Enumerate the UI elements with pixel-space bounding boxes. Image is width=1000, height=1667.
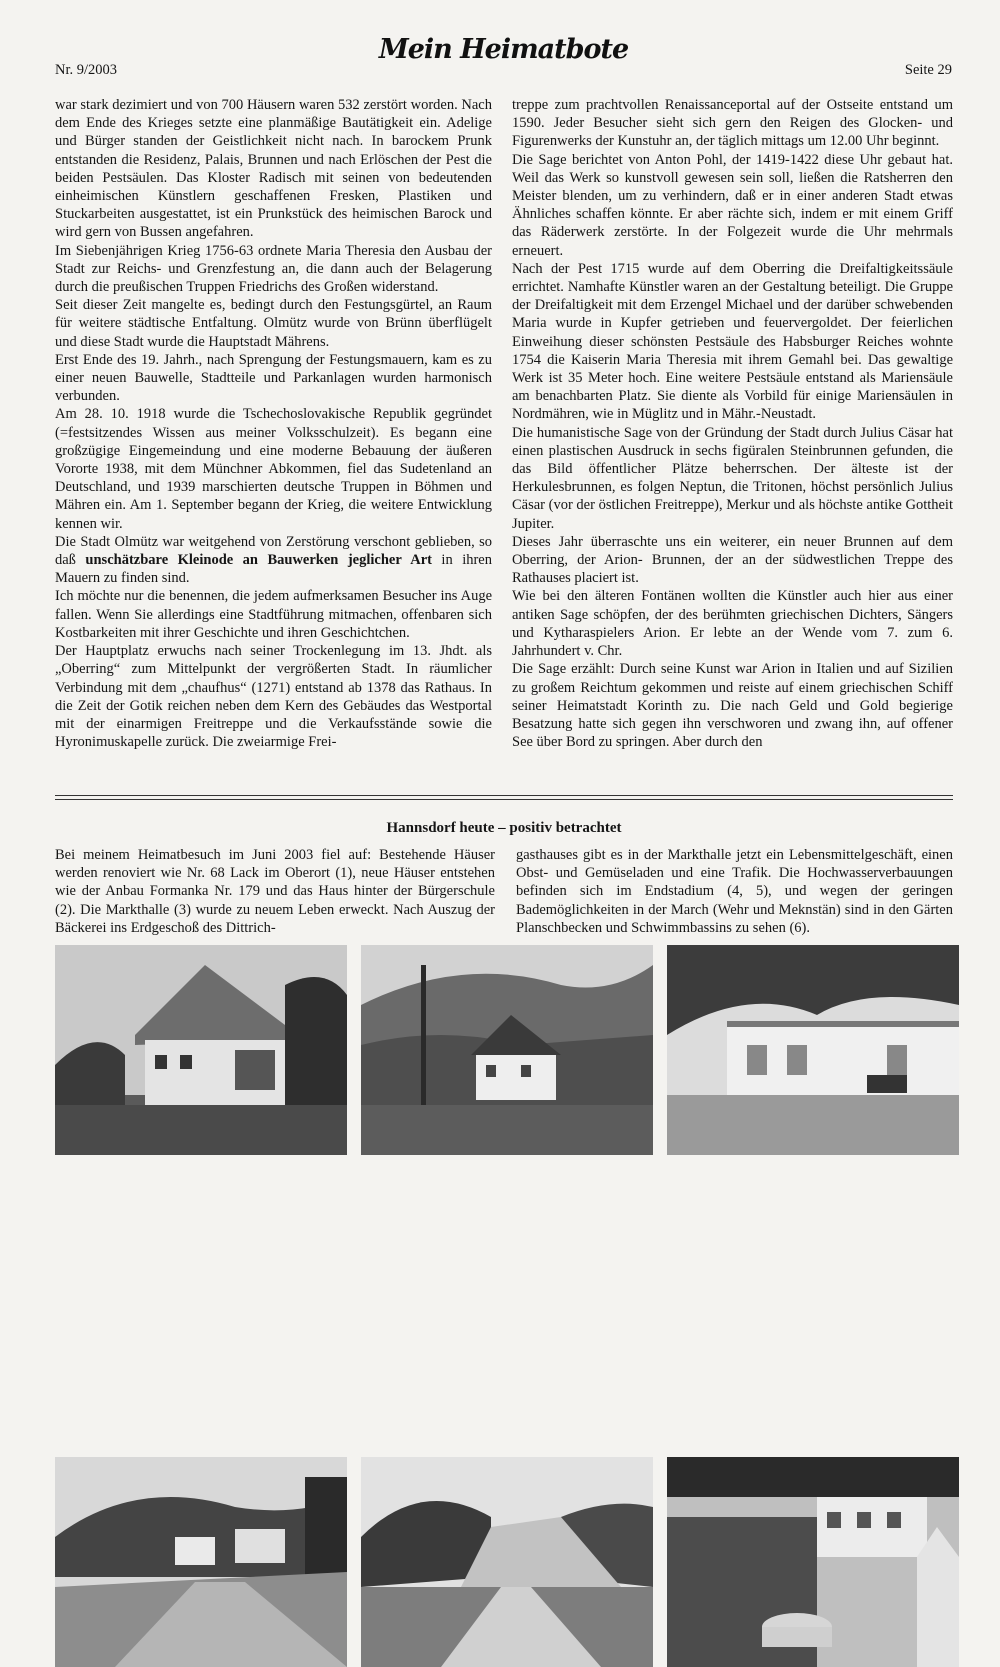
paragraph: war stark dezimiert und von 700 Häusern waren 532 zerstört worden. Nach dem Ende des Krieges setzte eine planmäßige Bautätigkeit ein. Adelige und Bürger standen der Geistlichkeit nicht nach. In barockem Prunk entstanden die Residenz, Palais, Brunnen und nach Erlöschen der Pest die beiden Pestsäulen. Das Kloster Radisch mit seinen von bedeutenden einheimischen Künstlern geschaffenen Fresken, Plastiken und Stuckarbeiten ausgestattet, ist ein Prunkstück des heimischen Barock und wird gern von Bussen angefahren. [55,97,492,241]
paragraph: Im Siebenjährigen Krieg 1756-63 ordnete Maria Theresia den Ausbau der Stadt zur Reichs- und Grenzfestung an, die dann auch der Belagerung durch die preußischen Truppen Friedrichs des Großen widerstand. [55,242,492,296]
paragraph: Bei meinem Heimatbesuch im Juni 2003 fiel auf: Bestehende Häuser werden renoviert wie Nr. 68 Lack im Oberort (1), neue Häuser entstehen wie der Anbau Formanka Nr. 179 und das Haus hinter der Bürgerschule (2). Die Markthalle (3) wurde zu neuem Leben erweckt. Nach Auszug der Bäckerei ins Erdgeschoß des Dittrich- [55,847,495,936]
article-column-left [55,96,492,751]
paragraph: treppe zum prachtvollen Renaissanceportal auf der Ostseite entstand um 1590. Jeder Besucher sieht sich gern den Reigen des Glocken- und Figurenwerks der Kunstuhr an, der täglich mittags um 12.00 Uhr beginnt. [512,97,953,150]
photo-grid [55,945,963,1667]
issue-number: Nr. 9/2003 [55,62,118,78]
section-title: Hannsdorf heute – positiv betrachtet [386,820,622,836]
paragraph: Erst Ende des 19. Jahrh., nach Sprengung der Festungsmauern, kam es zu einer neuen Bauwelle, Stadtteile und Parkanlagen wurden harmonisch verbunden. [55,351,492,405]
photo-market-hall [667,945,959,1155]
photo-garden-pool [667,1457,959,1667]
paragraph: Die Sage berichtet von Anton Pohl, der 1419-1422 diese Uhr gebaut hat. Weil das Werk so kunstvoll gewesen sein soll, ließen die Ratsherren den Meister blenden, um zu verhindern, daß er in einer anderen Stadt etwas Ähnliches schaffen könnte. Er aber rächte sich, indem er mit einem Griff das Räderwerk zerstörte. In der Folgezeit wurde die Uhr mehrmals erneuert. [512,151,953,259]
paragraph: Wie bei den älteren Fontänen wollten die Künstler auch hier aus einer antiken Sage schöpfen, der des berühmten griechischen Dichters, Sängers und Kytharaspielers Arion. Er lebte an der Wende vom 7. zum 6. Jahrhundert v. Chr. [512,588,953,660]
section-column-left [55,846,495,937]
masthead-logo: Mein Heimatbote [378,34,629,65]
photo-river-valley [55,1457,347,1667]
paragraph-text: Die Stadt Olmütz war weitgehend von Zerstörung verschont geblieben, so daß [55,533,492,569]
paragraph: Seit dieser Zeit mangelte es, bedingt durch den Festungsgürtel, an Raum für weitere städtische Entfaltung. Olmütz wurde von Brünn überflügelt und diese Stadt wurde die Hauptstadt Mährens. [55,297,492,350]
paragraph: Der Hauptplatz erwuchs nach seiner Trockenlegung im 13. Jhdt. als „Oberring“ zum Mittelpunkt der vergrößerten Stadt. In räumlicher Verbindung mit dem „chaufhus“ (1271) entstand ab 1378 das Rathaus. In die Zeit der Gotik reichen neben dem Kern des Gebäudes das Westportal mit der einarmigen Freitreppe und die Verkaufsstände sowie die Hyronimuskapelle zurück. Die zweiarmige Frei- [55,643,492,751]
page-number: Seite 29 [904,62,952,78]
paragraph: Dieses Jahr überraschte uns ein weiterer, ein neuer Brunnen auf dem Oberring, der Arion- Brunnen, der an der südwestlichen Treppe des Rathauses placiert ist. [512,533,953,587]
divider [55,795,953,796]
section-column-right [516,846,953,937]
bold-phrase: unschätzbare Kleinode an Bauwerken jeglicher Art [85,552,432,569]
photo-river-embankment [361,1457,653,1667]
paragraph [55,533,492,588]
paragraph: Die Sage erzählt: Durch seine Kunst war Arion in Italien und auf Sizilien zu großem Reichtum gekommen und reiste auf einem griechischen Schiff seiner Heimatstadt Korinth zu. Die nach Geld und Gold begierige Besatzung hatte sich gegen ihn verschworen und zwang ihn, auf offener See über Bord zu springen. Aber durch den [512,661,953,751]
paragraph: Nach der Pest 1715 wurde auf dem Oberring die Dreifaltigkeitssäule errichtet. Namhafte Künstler waren an der Gestaltung beteiligt. Die Gruppe der Dreifaltigkeit mit dem Erzengel Michael und der darüber schwebenden Maria wurde in Kupfer getrieben und feuervergoldet. Der feierlichen Einweihung dieser schönsten Pestsäule des Habsburger Reiches wohnte 1754 die Kaiserin Maria Theresia mit ihrem Gemahl bei. Das gewaltige Werk ist 35 Meter hoch. Eine weitere Pestsäule entstand als Mariensäule am benachbarten Platz. Sie diente als Vorbild für einige Mariensäulen in Nordmähren, wie in Müglitz und in Mähr.-Neustadt. [512,260,953,423]
article-column-right [512,96,953,751]
paragraph: gasthauses gibt es in der Markthalle jetzt ein Lebensmittelgeschäft, einen Obst- und Gemüseladen und eine Trafik. Die Hochwasserverbauungen befinden sich im Endstadium (4, 5), und wegen der geringen Bademöglichkeiten in der March (Wehr und Meknstän) sind in den Gärten Planschbecken und Schwimmbassins zu sehen (6). [516,847,953,936]
photo-farmhouse [55,945,347,1155]
paragraph: Ich möchte nur die benennen, die jedem aufmerksamen Besucher ins Auge fallen. Wenn Sie allerdings eine Stadtführung mitmachen, offenbaren sich Kostbarkeiten mit ihrer Geschichte und ihren Geschichtchen. [55,588,492,641]
divider [55,799,953,800]
paragraph: Am 28. 10. 1918 wurde die Tschechoslovakische Republik gegründet (=festsitzendes Wissen aus meiner Volksschulzeit). Es begann eine großzügige Eingemeindung und eine moderne Bebauung der äußeren Vororte 1938, mit dem Münchner Abkommen, fiel das Sudetenland an Deutschland, und 1939 marschierten deutsche Truppen in Böhmen und Mähren ein. Am 1. September begann der Krieg, die weitere Entwicklung kennen wir. [55,406,492,532]
photo-new-house [361,945,653,1155]
paragraph: Die humanistische Sage von der Gründung der Stadt durch Julius Cäsar hat einen plastischen Ausdruck in sechs figüralen Steinbrunnen gefunden, die das Bild öffentlicher Plätze beherrschen. Der älteste ist der Herkulesbrunnen, es folgen Neptun, die Tritonen, höchst persönlich Julius Cäsar (vor der östlichen Freitreppe), Merkur und als höchste antike Gottheit Jupiter. [512,424,953,532]
page-header [55,34,952,86]
paragraph-text: in ihren Mauern zu finden sind. [55,552,492,587]
